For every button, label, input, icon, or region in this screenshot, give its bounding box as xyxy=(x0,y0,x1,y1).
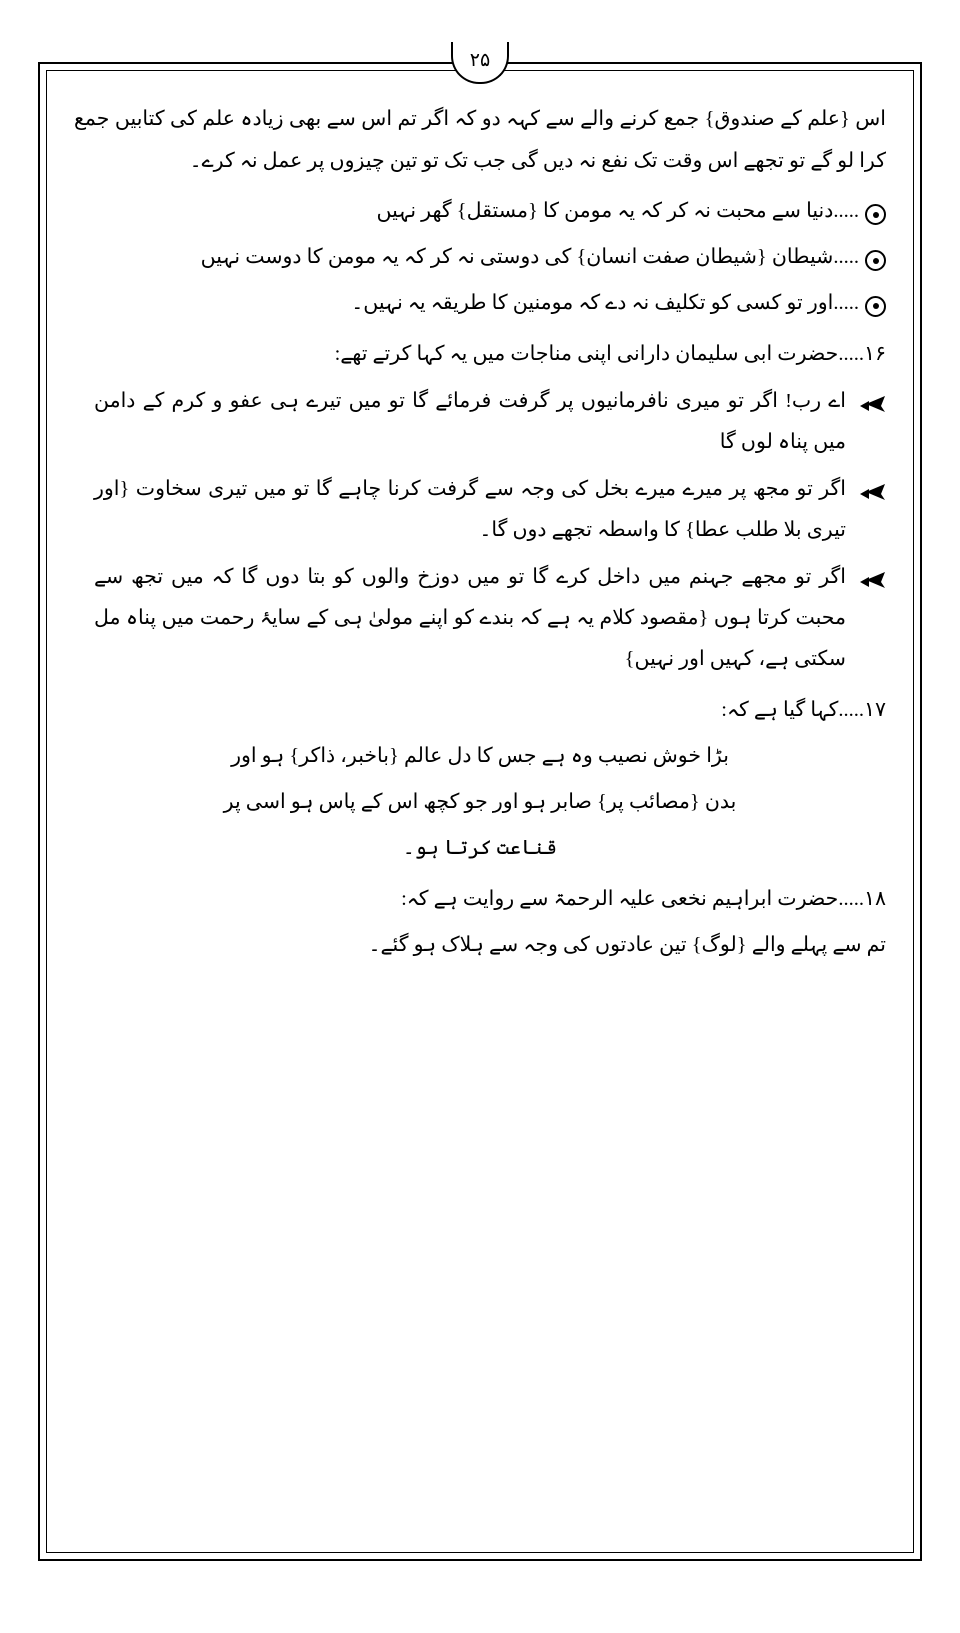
bullet-label: دنیا سے محبت نہ کر کہ یہ مومن کا {مستقل} گھر نہیں xyxy=(376,200,834,223)
leader-dots: ..... xyxy=(838,887,864,910)
section-16-number: ۱۶ xyxy=(863,342,886,365)
arrow-marker-icon xyxy=(860,483,886,505)
quote-text: اگر تو مجھ پر میرے میرے بخل کی وجہ سے گرفت کرنا چاہے گا تو میں تیری سخاوت {اور تیری بلا طلب عطا} کا واسطہ تجھے دوں گا۔ xyxy=(94,477,846,541)
quote-text: اگر تو مجھے جہنم میں داخل کرے گا تو میں دوزخ والوں کو بتا دوں گا کہ میں تجھ سے محبت کرتا ہوں {مقصود کلام یہ ہے کہ بندے کو اپنے مولیٰ ہی کے سایۂ رحمت میں پناہ مل سکتی ہے، کہیں اور نہیں} xyxy=(94,565,846,670)
bullet-label: شیطان {شیطان صفت انسان} کی دوستی نہ کر کہ یہ مومن کا دوست نہیں xyxy=(200,246,834,268)
section-17-intro: کہا گیا ہے کہ: xyxy=(721,698,839,721)
leader-dots: ..... xyxy=(833,291,859,314)
arrow-marker-icon xyxy=(860,571,886,593)
section-17-number: ۱۷ xyxy=(863,698,886,721)
circled-dot-icon xyxy=(865,204,886,225)
quote-row xyxy=(74,381,886,463)
bullet-list xyxy=(74,192,886,324)
quote-text: اے رب! اگر تو میری نافرمانیوں پر گرفت فرمائے گا تو میں تیرے ہی عفو و کرم کے دامن میں پناہ لوں گا xyxy=(94,389,846,453)
section-18-intro: حضرت ابراہیم نخعی علیہ الرحمۃ سے روایت ہے کہ: xyxy=(401,887,839,910)
page-content xyxy=(52,74,908,1549)
leader-dots: ..... xyxy=(838,342,864,365)
leader-dots: ..... xyxy=(838,698,864,721)
list-item xyxy=(74,284,886,324)
stanza-line: بڑا خوش نصیب وہ ہے جس کا دل عالم {باخبر، ذاکر} ہو اور xyxy=(231,744,729,767)
circled-dot-icon xyxy=(865,296,886,317)
section-18-text: تم سے پہلے والے {لوگ} تین عادتوں کی وجہ سے ہلاک ہو گئے۔ xyxy=(368,933,886,956)
lead-paragraph: اس {علم کے صندوق} جمع کرنے والے سے کہہ دو کہ اگر تم اس سے بھی زیادہ علم کی کتابیں جمع کرا لو گے تو تجھے اس وقت تک نفع نہ دیں گی جب تک تو تین چیزوں پر عمل نہ کرے۔ xyxy=(74,108,886,173)
section-16-intro: حضرت ابی سلیمان دارانی اپنی مناجات میں یہ کہا کرتے تھے: xyxy=(334,342,839,365)
quote-row xyxy=(74,557,886,680)
list-item xyxy=(74,192,886,232)
arrow-marker-icon xyxy=(860,395,886,417)
leader-dots: ..... xyxy=(833,200,859,223)
quote-row xyxy=(74,469,886,551)
stanza-line: قناعت کرتا ہو۔ xyxy=(402,836,558,859)
section-17-heading xyxy=(74,690,886,731)
stanza-line: بدن {مصائب پر} صابر ہو اور جو کچھ اس کے پاس ہو اسی پر xyxy=(223,790,737,813)
section-18-heading xyxy=(74,879,886,920)
bullet-label: اور تو کسی کو تکلیف نہ دے کہ مومنین کا طریقہ یہ نہیں۔ xyxy=(351,291,834,314)
section-16-heading xyxy=(74,334,886,375)
section-18-number: ۱۸ xyxy=(863,887,886,910)
list-item xyxy=(74,238,886,278)
page-number: ۲۵ xyxy=(469,49,491,71)
leader-dots: ..... xyxy=(833,246,859,268)
circled-dot-icon xyxy=(865,250,886,271)
